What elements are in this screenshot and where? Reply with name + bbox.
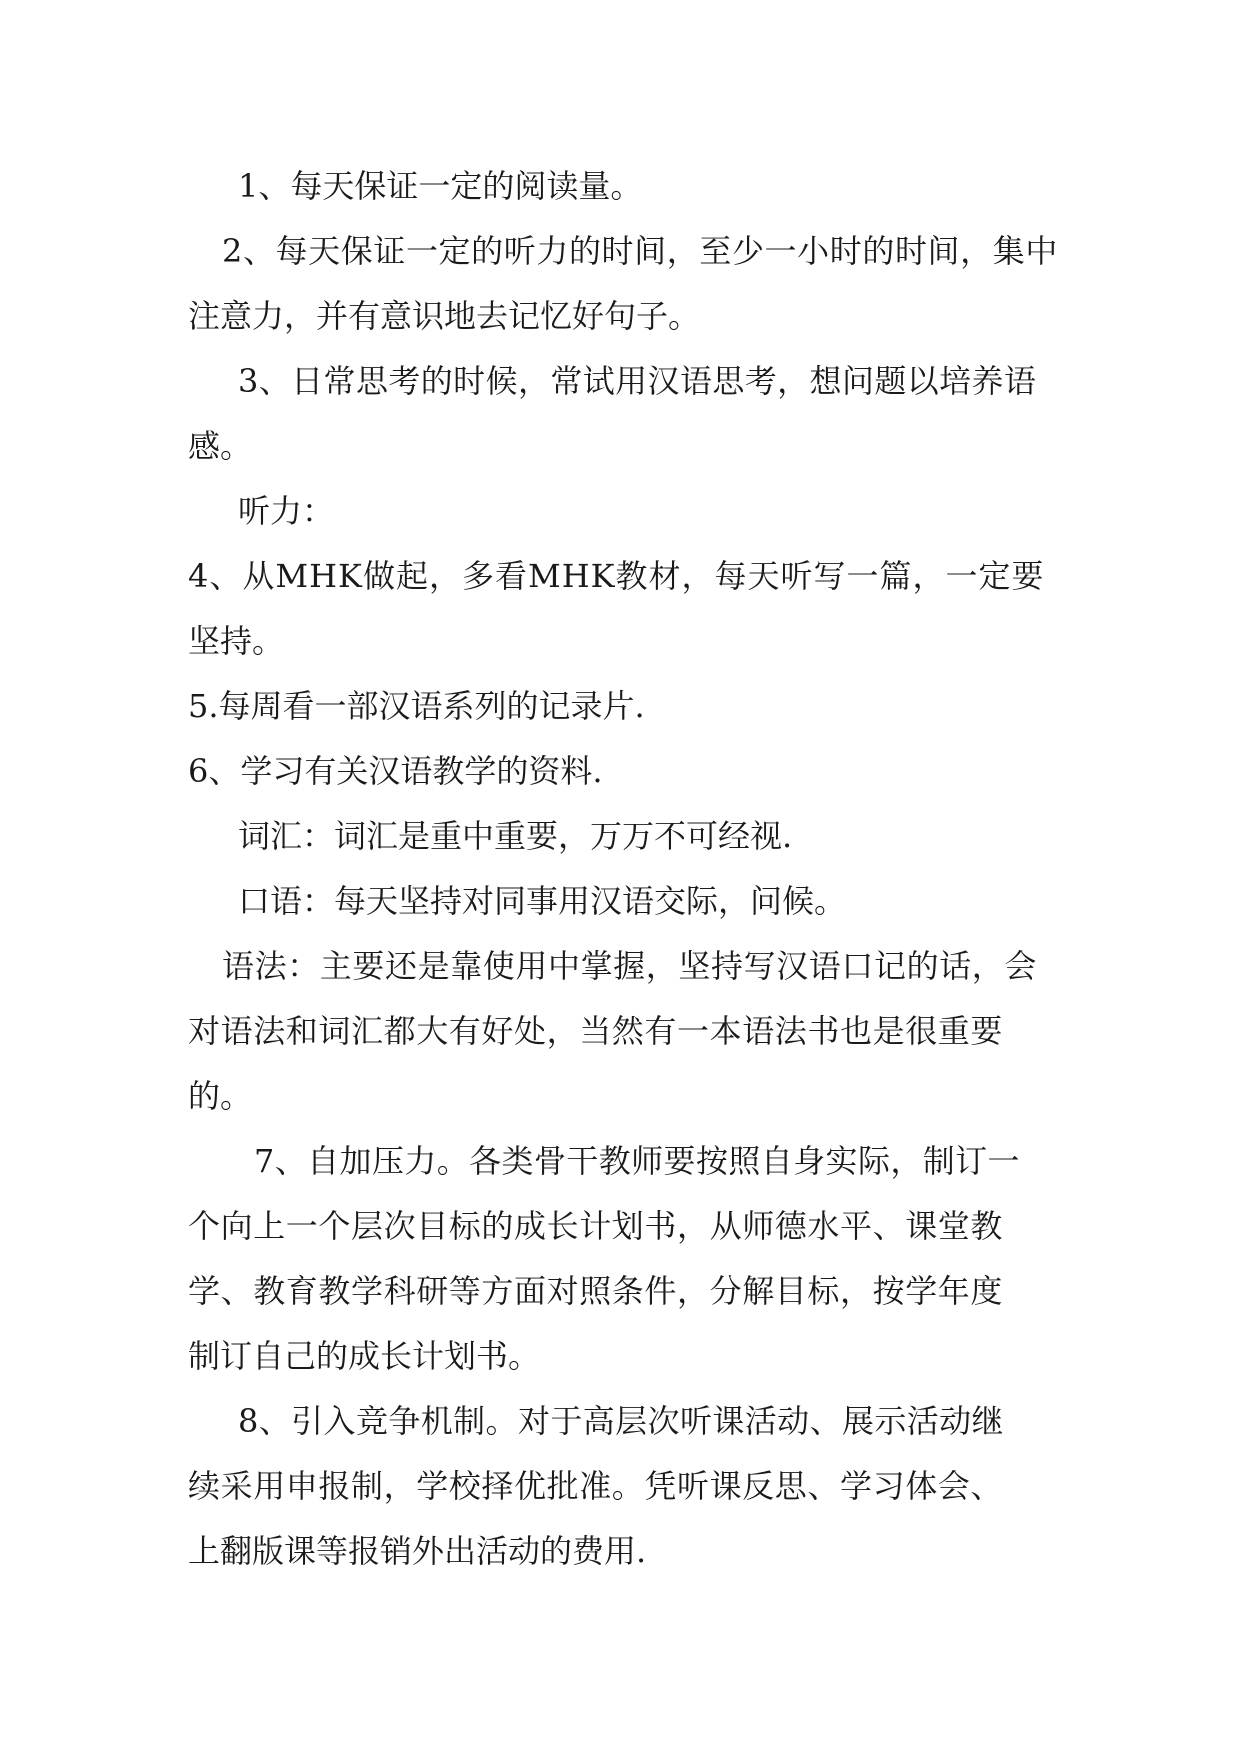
line-14: 对语法和词汇都大有好处，当然有一本语法书也是很重要 (188, 1012, 1004, 1050)
line-19: 制订自己的成长计划书。 (188, 1337, 541, 1375)
line-8: 坚持。 (188, 622, 285, 660)
line-1: 1、每天保证一定的阅读量。 (238, 167, 643, 205)
line-10: 6、学习有关汉语教学的资料. (188, 752, 603, 790)
line-6: 听力： (238, 492, 335, 530)
line-21: 续采用申报制，学校择优批准。凭听课反思、学习体会、 (188, 1467, 1004, 1505)
line-9: 5.每周看一部汉语系列的记录片. (188, 687, 645, 725)
line-22: 上翻版课等报销外出活动的费用. (188, 1532, 647, 1570)
line-7: 4、从MHK做起，多看MHK教材，每天听写一篇，一定要 (188, 557, 1045, 595)
line-11: 词汇：词汇是重中重要，万万不可经视. (238, 817, 793, 855)
line-3: 注意力，并有意识地去记忆好句子。 (188, 297, 701, 335)
line-4: 3、日常思考的时候，常试用汉语思考，想问题以培养语 (238, 362, 1037, 400)
line-2: 2、每天保证一定的听力的时间，至少一小时的时间，集中 (222, 232, 1058, 270)
line-18: 学、教育教学科研等方面对照条件，分解目标，按学年度 (188, 1272, 1004, 1310)
line-12: 口语：每天坚持对同事用汉语交际，问候。 (238, 882, 847, 920)
line-13: 语法：主要还是靠使用中掌握，坚持写汉语口记的话，会 (222, 947, 1038, 985)
line-17: 个向上一个层次目标的成长计划书，从师德水平、课堂教 (188, 1207, 1004, 1245)
line-20: 8、引入竞争机制。对于高层次听课活动、展示活动继 (238, 1402, 1004, 1440)
line-5: 感。 (188, 427, 253, 465)
line-15: 的。 (188, 1077, 253, 1115)
line-16: 7、自加压力。各类骨干教师要按照自身实际，制订一 (254, 1142, 1020, 1180)
